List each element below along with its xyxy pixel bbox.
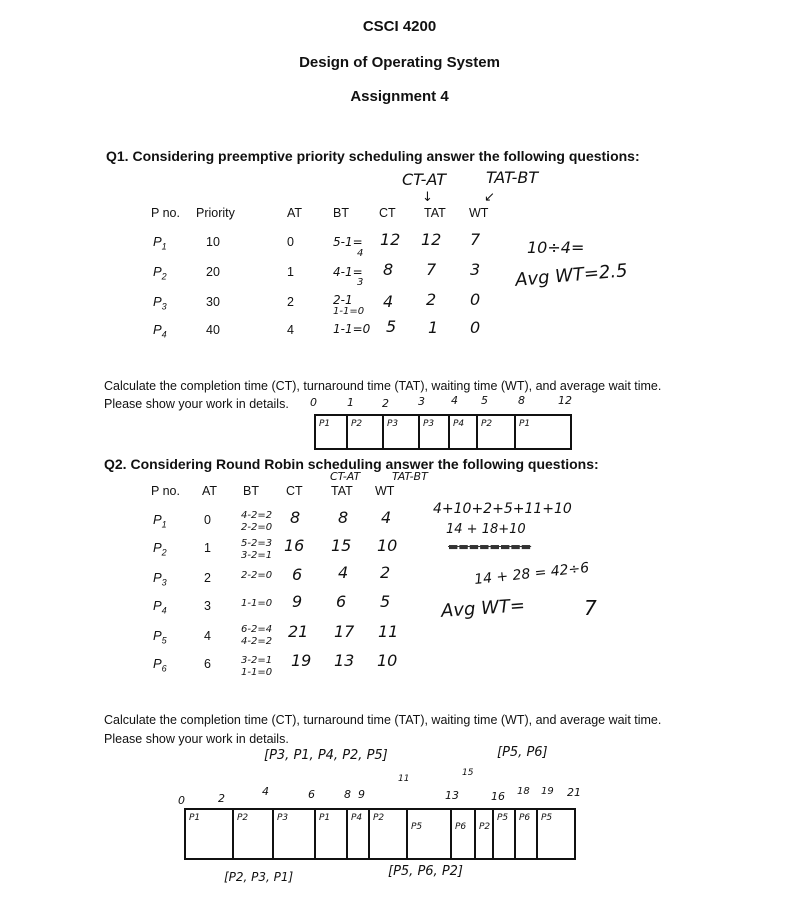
q2-row5-at: 4 — [204, 629, 211, 643]
q2-row3-ct: 6 — [292, 565, 303, 584]
q2-header-at: AT — [202, 484, 218, 498]
q1-row2-at: 1 — [287, 265, 294, 279]
q1-gantt-tick: 5 — [481, 394, 488, 407]
q2-row5-process: $P_5$ — [153, 628, 167, 646]
assignment-title: Assignment 4 — [350, 88, 449, 105]
q2-row1-ct: 8 — [290, 508, 301, 527]
q2-gantt-tick: 4 — [262, 785, 269, 798]
q1-row2-bt-remaining: 3 — [357, 277, 364, 288]
q1-row2-tat: 7 — [426, 260, 437, 279]
q1-row2-priority: 20 — [206, 265, 220, 279]
q2-side-scribble: ▬▬▬▬▬▬▬▬ — [448, 540, 532, 553]
q1-header-ct: CT — [379, 206, 396, 220]
q2-gantt-tick: 18 — [517, 786, 530, 797]
q2-row2-tat: 15 — [331, 536, 352, 555]
q2-gantt-cell: P2 — [234, 810, 274, 858]
q2-row3-process: $P_3$ — [153, 570, 167, 588]
q2-row5-ct: 21 — [288, 622, 309, 641]
q1-annot-tat-bt: TAT-BT — [486, 168, 539, 187]
q2-gantt-cell: P4 — [348, 810, 370, 858]
q1-row4-bt: 1-1=0 — [333, 322, 371, 336]
q2-gantt-tick: 19 — [541, 786, 554, 797]
q2-row3-bt: 2-2=0 — [241, 570, 273, 581]
q2-row6-wt: 10 — [377, 651, 398, 670]
q2-row1-tat: 8 — [338, 508, 349, 527]
q1-row3-ct: 4 — [383, 292, 394, 311]
q2-header-pno: P no. — [151, 484, 180, 498]
q2-gantt-tick: 2 — [218, 792, 225, 805]
q1-gantt-tick: 3 — [418, 395, 425, 408]
q2-row6-bt: 3-2=1 — [241, 655, 273, 666]
q2-queue-bottom-left: [P2, P3, P1] — [224, 870, 294, 884]
q1-row1-bt: 5-1= — [333, 235, 363, 249]
q1-gantt-cell: P3 — [420, 416, 450, 448]
q1-row4-priority: 40 — [206, 323, 220, 337]
q1-header-priority: Priority — [196, 206, 235, 220]
q1-row3-bt: 2-1 — [333, 293, 353, 307]
q1-row3-process: $P_3$ — [153, 294, 167, 312]
q2-header-bt: BT — [243, 484, 259, 498]
q2-row2-wt: 10 — [377, 536, 398, 555]
q2-row4-at: 3 — [204, 599, 211, 613]
arrow-down-left-icon: ↙ — [484, 190, 495, 205]
q2-queue-top-right: [P5, P6] — [497, 745, 548, 760]
q2-gantt-tick: 21 — [567, 786, 581, 799]
q1-row4-tat: 1 — [428, 318, 439, 337]
q2-row2-bt: 5-2=3 — [241, 538, 273, 549]
q1-row1-bt-remaining: 4 — [357, 248, 364, 259]
q2-row6-at: 6 — [204, 657, 211, 671]
q2-row5-bt: 6-2=4 — [241, 624, 273, 635]
q1-header-wt: WT — [469, 206, 489, 220]
q2-row2-process: $P_2$ — [153, 540, 167, 558]
q1-instructions-2: Please show your work in details. — [104, 397, 289, 411]
q1-row1-at: 0 — [287, 235, 294, 249]
q2-queue-top-left: [P3, P1, P4, P2, P5] — [264, 748, 388, 763]
q1-gantt-cell: P2 — [348, 416, 384, 448]
q2-header-tat: TAT — [331, 484, 353, 498]
q2-row6-bt-remaining: 1-1=0 — [241, 667, 273, 678]
q1-gantt-cell: P2 — [478, 416, 516, 448]
q2-gantt-cell: P2 — [370, 810, 408, 858]
q1-row3-wt: 0 — [470, 290, 481, 309]
q2-row1-bt: 4-2=2 — [241, 510, 273, 521]
q2-row3-wt: 2 — [380, 563, 391, 582]
q2-side-line1: 4+10+2+5+11+10 — [433, 501, 572, 517]
q2-side-line3: 14 + 28 = 42÷6 — [473, 560, 590, 588]
q1-row1-ct: 12 — [380, 230, 401, 249]
q2-row2-bt-remaining: 3-2=1 — [241, 550, 273, 561]
q1-annot-ct-at: CT-AT — [402, 170, 446, 189]
q2-row3-tat: 4 — [338, 563, 349, 582]
q1-row4-at: 4 — [287, 323, 294, 337]
q2-row6-ct: 19 — [291, 651, 312, 670]
q2-row5-bt-remaining: 4-2=2 — [241, 636, 273, 647]
q2-row4-process: $P_4$ — [153, 598, 167, 616]
q1-avg-wt: Avg WT=2.5 — [514, 260, 629, 291]
q2-header-wt: WT — [375, 484, 395, 498]
q2-gantt-cell: P2 — [476, 810, 494, 858]
course-subtitle: Design of Operating System — [299, 54, 500, 71]
q1-row1-wt: 7 — [470, 230, 481, 249]
q2-avg-wt-label: Avg WT= — [440, 595, 526, 622]
q2-gantt-cell: P3 — [274, 810, 316, 858]
q2-row1-bt-remaining: 2-2=0 — [241, 522, 273, 533]
q2-row6-process: $P_6$ — [153, 656, 167, 674]
q2-row2-ct: 16 — [284, 536, 305, 555]
q2-gantt-cell: P1 — [186, 810, 234, 858]
q2-row2-at: 1 — [204, 541, 211, 555]
q1-instructions-1: Calculate the completion time (CT), turnaround time (TAT), waiting time (WT), and average wait time. — [104, 379, 662, 393]
q1-gantt-cell: P4 — [450, 416, 478, 448]
q1-row1-tat: 12 — [421, 230, 442, 249]
q2-gantt-tick: 13 — [445, 789, 459, 802]
q2-gantt-chart — [184, 808, 576, 860]
q1-gantt-tick: 0 — [310, 396, 317, 409]
q2-annot-tat-bt: TAT-BT — [392, 470, 428, 483]
course-title: CSCI 4200 — [362, 18, 437, 35]
q2-gantt-cell: P6 — [452, 810, 476, 858]
q1-row4-wt: 0 — [470, 318, 481, 337]
q1-header-pno: P no. — [151, 206, 180, 220]
q1-row3-tat: 2 — [426, 290, 437, 309]
q1-row3-at: 2 — [287, 295, 294, 309]
q2-gantt-tick: 15 — [462, 768, 474, 778]
q2-row6-tat: 13 — [334, 651, 355, 670]
q2-side-line2: 14 + 18+10 — [446, 522, 526, 537]
q1-gantt-cell: P1 — [316, 416, 348, 448]
arrow-down-icon: ↓ — [422, 190, 433, 205]
q2-gantt-tick: 8 — [344, 788, 351, 801]
q2-row4-ct: 9 — [292, 592, 303, 611]
q1-row2-bt: 4-1= — [333, 265, 363, 279]
q2-instructions-2: Please show your work in details. — [104, 732, 289, 746]
q1-gantt-chart — [314, 414, 572, 450]
q1-gantt-tick: 2 — [382, 397, 389, 410]
q1-side-calc: 10÷4= — [527, 238, 585, 257]
q2-gantt-cell: P5 — [494, 810, 516, 858]
q2-avg-wt-value: 7 — [584, 596, 597, 620]
q1-row2-ct: 8 — [383, 260, 394, 279]
q2-gantt-tick: 11 — [398, 774, 410, 784]
q1-gantt-tick: 1 — [347, 396, 354, 409]
q2-row4-tat: 6 — [336, 592, 347, 611]
q1-title: Q1. Considering preemptive priority scheduling answer the following questions: — [106, 148, 640, 164]
q2-gantt-tick: 0 — [178, 794, 185, 807]
q1-header-tat: TAT — [424, 206, 446, 220]
q1-gantt-tick: 8 — [518, 394, 525, 407]
q2-gantt-cell: P1 — [316, 810, 348, 858]
q2-annot-ct-at: CT-AT — [330, 470, 361, 483]
q1-row3-bt-remaining: 1-1=0 — [333, 306, 365, 317]
q2-gantt-cell: P6 — [516, 810, 538, 858]
q2-gantt-tick: 16 — [491, 790, 505, 803]
q2-gantt-cell: P5 — [541, 813, 553, 823]
q1-gantt-tick: 4 — [451, 394, 458, 407]
q2-queue-bottom-right: [P5, P6, P2] — [388, 864, 464, 879]
q1-row4-ct: 5 — [386, 317, 397, 336]
q2-gantt-tick: 9 — [358, 788, 365, 801]
q1-gantt-cell: P3 — [384, 416, 420, 448]
q2-instructions-1: Calculate the completion time (CT), turnaround time (TAT), waiting time (WT), and average wait time. — [104, 713, 662, 727]
q1-row4-process: $P_4$ — [153, 322, 167, 340]
q1-header-at: AT — [287, 206, 303, 220]
q2-row1-process: $P_1$ — [153, 512, 167, 530]
q2-header-ct: CT — [286, 484, 303, 498]
q1-row2-process: $P_2$ — [153, 264, 167, 282]
q2-gantt-tick: 6 — [308, 788, 315, 801]
q2-row1-at: 0 — [204, 513, 211, 527]
q2-row3-at: 2 — [204, 571, 211, 585]
q2-title: Q2. Considering Round Robin scheduling answer the following questions: — [104, 456, 599, 472]
q1-row1-process: $P_1$ — [153, 234, 167, 252]
q2-row4-wt: 5 — [380, 592, 391, 611]
q2-row5-wt: 11 — [378, 622, 399, 641]
q2-row1-wt: 4 — [381, 508, 392, 527]
q2-gantt-cell: P5 — [408, 810, 452, 858]
q1-header-bt: BT — [333, 206, 349, 220]
q1-row3-priority: 30 — [206, 295, 220, 309]
q1-row1-priority: 10 — [206, 235, 220, 249]
q1-gantt-cell: P1 — [519, 419, 531, 429]
q2-row5-tat: 17 — [334, 622, 355, 641]
q1-gantt-tick: 12 — [558, 394, 572, 407]
q1-row2-wt: 3 — [470, 260, 481, 279]
q2-row4-bt: 1-1=0 — [241, 598, 273, 609]
